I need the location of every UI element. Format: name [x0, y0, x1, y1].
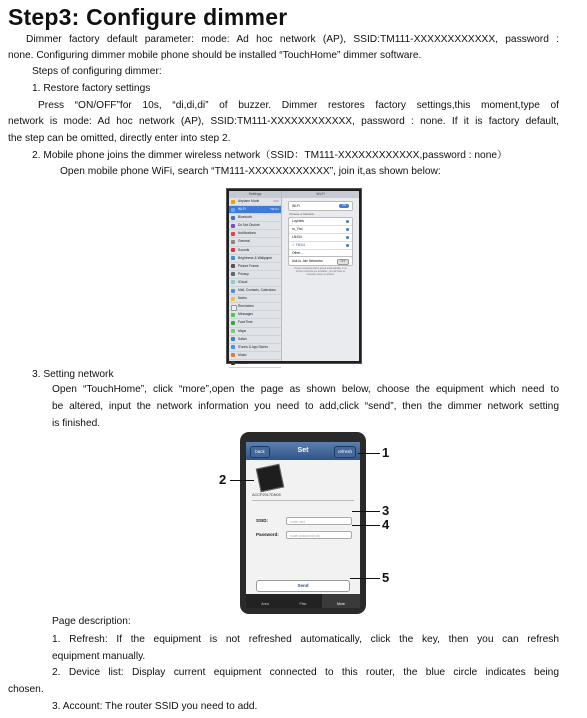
mail-icon — [231, 289, 235, 293]
messages-icon — [231, 313, 235, 317]
tab-label: More — [337, 602, 345, 606]
intro-line-1: Dimmer factory default parameter: mode: Ad hoc network (AP), SSID:TM111-XXXXXXXXXXXX, password : — [26, 34, 559, 45]
video-icon — [231, 361, 235, 365]
menu-label: Brightness & Wallpaper — [238, 255, 273, 260]
menu-videos[interactable] — [229, 360, 281, 368]
menu-maps[interactable] — [229, 328, 281, 336]
bluetooth-icon — [231, 216, 235, 220]
network-item[interactable] — [289, 218, 352, 226]
wifi-value: TM111 — [270, 207, 279, 212]
menu-brightness[interactable] — [229, 255, 281, 263]
step1-line-1: Press “ON/OFF”for 10s, “di,di,di” of buzzer. Dimmer restores factory settings,this moment,type of — [38, 100, 559, 111]
speaker-icon — [231, 248, 235, 252]
phone-title: Set — [297, 447, 309, 454]
menu-label: Mail, Contacts, Calendars — [238, 288, 276, 293]
refresh-button[interactable]: refresh — [334, 446, 356, 458]
menu-label: iTunes & App Stores — [238, 344, 268, 349]
page-title: Step3: Configure dimmer — [8, 4, 288, 30]
menu-bluetooth[interactable] — [229, 214, 281, 222]
step2-line-1: Open mobile phone WiFi, search “TM111-XXXXXXXXXXXX”, join it,as shown below: — [60, 166, 441, 177]
step3-line-1: Open “TouchHome”, click “more”,open the page as shown below, choose the equipment which need to — [52, 384, 559, 395]
network-name: Other... — [292, 251, 303, 255]
app-store-icon — [231, 345, 235, 349]
description-item-2-line-1: 2. Device list: Display current equipment connected to this router, the blue circle indicates being — [52, 667, 559, 678]
compass-icon — [231, 337, 235, 341]
menu-label: Notifications — [238, 231, 256, 236]
ssid-input[interactable]: router ssid — [286, 517, 352, 525]
menu-label: Videos — [238, 360, 249, 365]
ask-to-join-row[interactable] — [288, 256, 353, 266]
phone-tab-bar — [246, 594, 360, 608]
choose-network-label: Choose a Network... — [289, 212, 317, 216]
info-icon[interactable] — [346, 244, 349, 247]
menu-label: FaceTime — [238, 320, 253, 325]
menu-label: iCloud — [238, 279, 248, 284]
device-name: ACCP2017DN05 — [252, 493, 281, 497]
ask-to-join-label: Ask to Join Networks — [292, 259, 323, 263]
menu-label: Bluetooth — [238, 215, 252, 220]
intro-line-3: Steps of configuring dimmer: — [32, 66, 162, 77]
tab-plan[interactable] — [284, 594, 322, 608]
device-icon[interactable] — [256, 464, 284, 492]
menu-label: Reminders — [238, 304, 254, 309]
ask-to-join-toggle[interactable]: OFF — [337, 259, 349, 265]
callout-1: 1 — [382, 445, 390, 460]
ask-to-join-note: Known networks will be joined automatically. If no known networks are available, you will have to manually select a network. — [294, 267, 347, 277]
wifi-icon — [231, 208, 235, 212]
network-name: LuyNew — [292, 219, 304, 223]
step1-line-3: the step can be omitted, directly enter into step 2. — [8, 133, 231, 144]
menu-icloud[interactable] — [229, 279, 281, 287]
send-button[interactable]: Send — [256, 580, 350, 592]
wifi-panel — [282, 191, 359, 361]
step3-line-2: be altered, input the network information you need to add,click “send”, then the dimmer network setting — [52, 401, 559, 412]
step2-heading: 2. Mobile phone joins the dimmer wireless network（SSID：TM111-XXXXXXXXXXXX,password : none） — [32, 150, 508, 161]
network-item[interactable] — [289, 234, 352, 242]
tab-area[interactable] — [246, 594, 284, 608]
phone-screenshot — [240, 432, 366, 614]
info-icon[interactable] — [346, 236, 349, 239]
password-label: Password: — [256, 532, 279, 537]
menu-label: Notes — [238, 296, 247, 301]
menu-notes[interactable] — [229, 295, 281, 303]
step3-heading: 3. Setting network — [32, 369, 114, 380]
tab-label: Area — [261, 602, 269, 606]
settings-menu — [229, 191, 282, 365]
callout-line-5 — [350, 578, 380, 579]
gear-icon — [231, 240, 235, 244]
menu-airplane-mode[interactable] — [229, 198, 281, 206]
cloud-icon — [231, 280, 235, 284]
airplane-icon — [231, 200, 235, 204]
hand-icon — [231, 272, 235, 276]
menu-general[interactable] — [229, 238, 281, 246]
description-item-3: 3. Account: The router SSID you need to add. — [52, 701, 258, 712]
network-name: LN434 — [292, 235, 302, 239]
menu-picture-frame[interactable] — [229, 263, 281, 271]
wifi-header: Wi-Fi — [282, 191, 359, 198]
menu-label: Wi-Fi — [238, 207, 246, 212]
settings-header: Settings — [229, 191, 281, 198]
menu-label: Safari — [238, 336, 247, 341]
menu-notifications[interactable] — [229, 230, 281, 238]
callout-2: 2 — [219, 472, 227, 487]
callout-3: 3 — [382, 503, 390, 518]
wifi-toggle-label: Wi-Fi — [292, 204, 300, 208]
facetime-icon — [231, 321, 235, 325]
intro-line-2: none. Configuring dimmer mobile phone should be installed “TouchHome” dimmer software. — [8, 50, 422, 61]
menu-mail[interactable] — [229, 287, 281, 295]
menu-label: Sounds — [238, 247, 250, 252]
callout-line-1 — [358, 453, 380, 454]
network-name: m_Yhd — [292, 227, 303, 231]
menu-messages[interactable] — [229, 311, 281, 319]
menu-facetime[interactable] — [229, 319, 281, 327]
menu-label: Privacy — [238, 271, 249, 276]
reminders-icon — [231, 305, 237, 311]
info-icon[interactable] — [346, 228, 349, 231]
menu-label: Do Not Disturb — [238, 223, 260, 228]
description-item-2-line-2: chosen. — [8, 684, 44, 695]
wifi-toggle[interactable]: ON — [339, 204, 349, 208]
notifications-icon — [231, 232, 235, 236]
menu-reminders[interactable] — [229, 303, 281, 311]
info-icon[interactable] — [346, 220, 349, 223]
tab-label: Plan — [299, 602, 307, 606]
ssid-label: SSID: — [256, 518, 269, 523]
wifi-toggle-row[interactable] — [288, 201, 353, 211]
step3-line-3: is finished. — [52, 418, 101, 429]
menu-privacy[interactable] — [229, 271, 281, 279]
brightness-icon — [231, 256, 235, 260]
menu-label: Messages — [238, 312, 254, 317]
menu-safari[interactable] — [229, 336, 281, 344]
step1-heading: 1. Restore factory settings — [32, 83, 151, 94]
menu-label: Music — [238, 352, 247, 357]
menu-label: Picture Frame — [238, 263, 259, 268]
callout-5: 5 — [382, 570, 390, 585]
network-list — [288, 217, 353, 258]
callout-line-2 — [230, 480, 254, 481]
menu-label: Airplane Mode — [238, 199, 260, 203]
back-button[interactable]: back — [250, 446, 270, 458]
description-item-1-line-2: equipment manually. — [52, 651, 146, 662]
menu-do-not-disturb[interactable] — [229, 222, 281, 230]
divider — [252, 500, 354, 501]
menu-label: Maps — [238, 328, 247, 333]
maps-icon — [231, 329, 235, 333]
menu-sounds[interactable] — [229, 247, 281, 255]
callout-line-3 — [352, 511, 380, 512]
callout-4: 4 — [382, 517, 390, 532]
airplane-value: OFF — [273, 199, 279, 203]
menu-wifi[interactable] — [229, 206, 281, 214]
password-input[interactable]: router password(null) — [286, 531, 352, 539]
step1-line-2: network is mode: Ad hoc network (AP), SSID:TM111-XXXXXXXXXXXX, password : none. If it is factory default, — [8, 116, 559, 127]
page-description-heading: Page description: — [52, 616, 131, 627]
moon-icon — [231, 224, 235, 228]
network-item[interactable] — [289, 226, 352, 234]
network-name: ✓ TM111 — [292, 243, 306, 247]
tab-more[interactable] — [322, 594, 360, 608]
callout-line-4 — [352, 525, 380, 526]
picture-icon — [231, 264, 235, 268]
phone-nav-bar — [246, 442, 360, 460]
network-item-selected[interactable] — [289, 242, 352, 250]
menu-music[interactable] — [229, 352, 281, 360]
menu-label: General — [238, 239, 250, 244]
notes-icon — [231, 297, 235, 301]
music-icon — [231, 353, 235, 357]
menu-itunes[interactable] — [229, 344, 281, 352]
ipad-wifi-screenshot — [226, 188, 362, 364]
description-item-1-line-1: 1. Refresh: If the equipment is not refreshed automatically, click the key, then you can refresh — [52, 634, 559, 645]
